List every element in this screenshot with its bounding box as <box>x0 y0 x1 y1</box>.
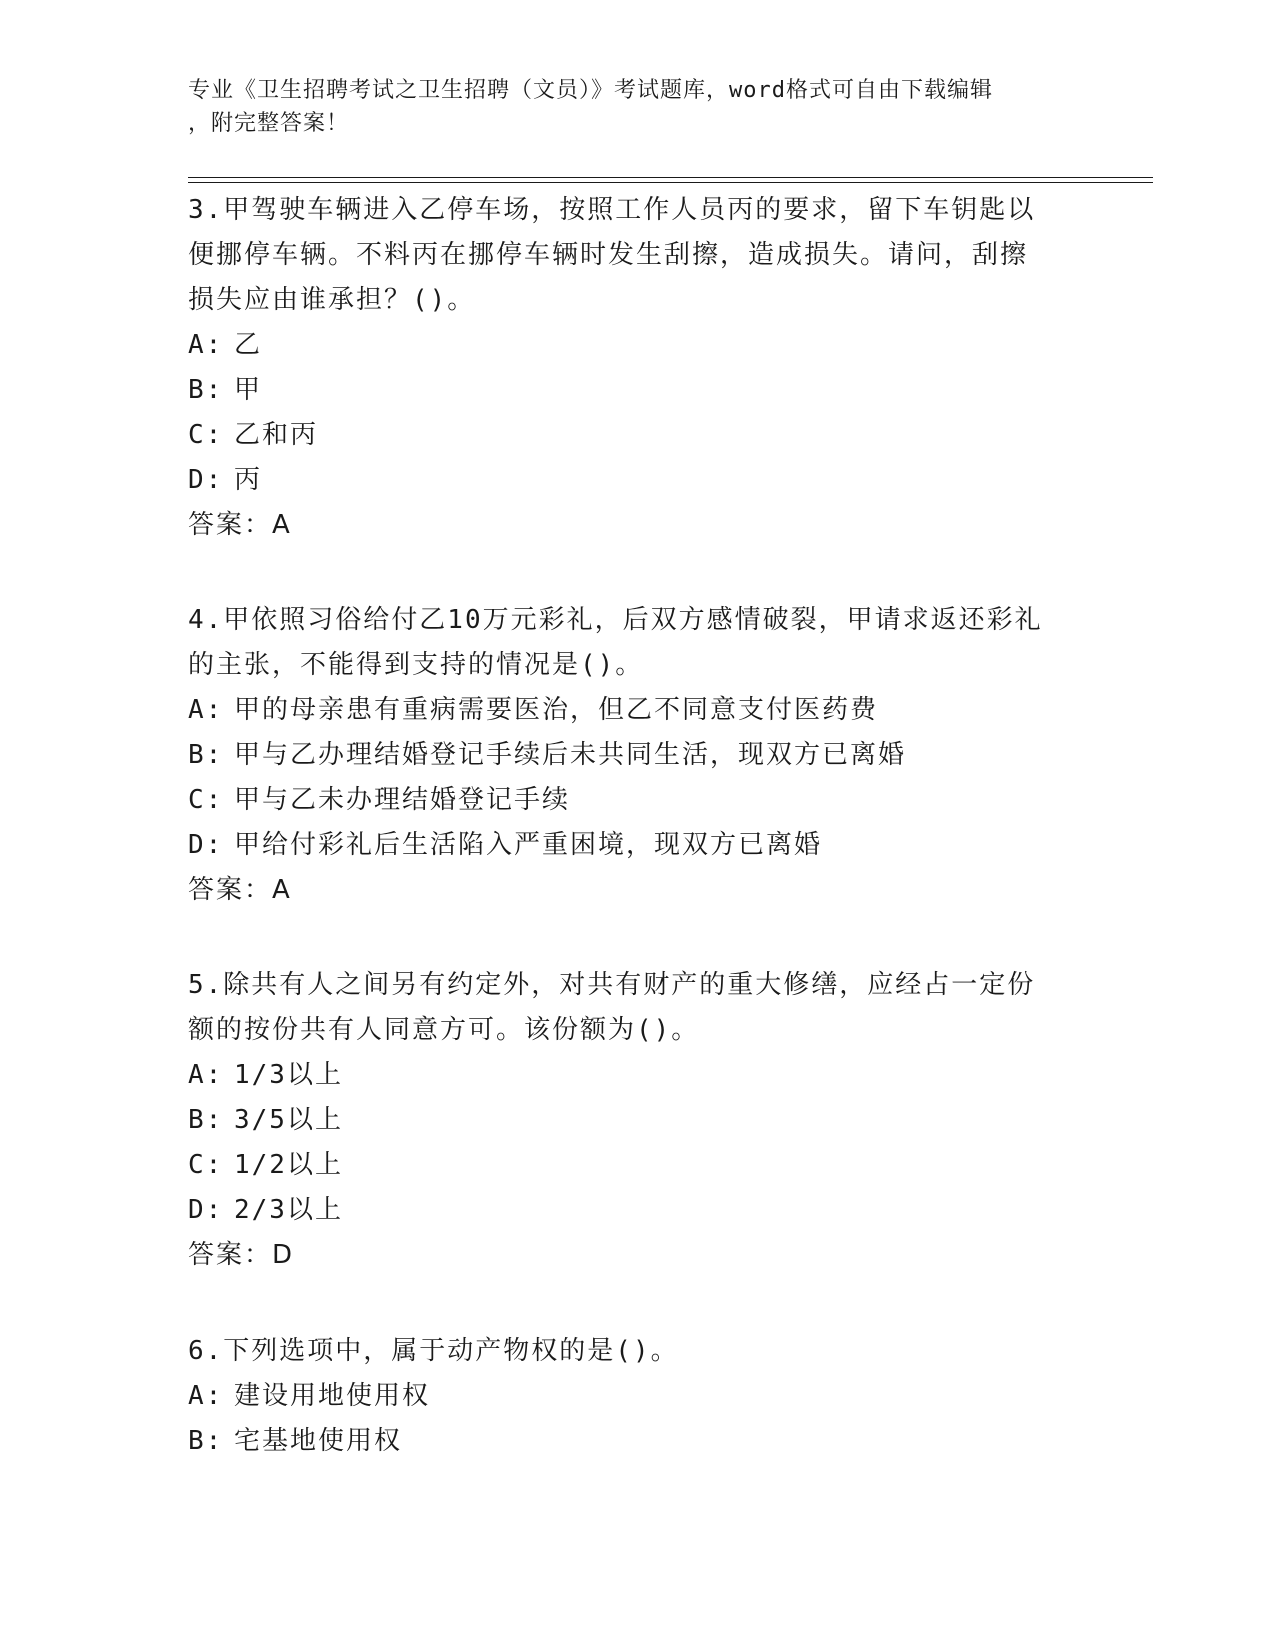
question-stem-line: 便挪停车辆。不料丙在挪停车辆时发生刮擦，造成损失。请问，刮擦 <box>188 240 1029 270</box>
option-letter: D: <box>188 1195 224 1225</box>
option-letter: A: <box>188 1381 224 1411</box>
option-letter: C: <box>188 785 224 815</box>
question-5 <box>188 963 1078 1278</box>
option-text: 甲与乙未办理结婚登记手续 <box>234 785 571 815</box>
option-letter: D: <box>188 830 224 860</box>
option-letter: D: <box>188 465 224 495</box>
option-letter: A: <box>188 695 224 725</box>
option-b <box>188 368 1078 413</box>
option-letter: B: <box>188 375 224 405</box>
option-a <box>188 1374 1078 1419</box>
option-c <box>188 413 1078 458</box>
option-text: 乙和丙 <box>234 420 319 450</box>
option-text: 甲给付彩礼后生活陷入严重困境，现双方已离婚 <box>234 830 823 860</box>
option-text: 1/3以上 <box>234 1060 343 1090</box>
header-line-1: 专业《卫生招聘考试之卫生招聘（文员）》考试题库，word格式可自由下载编辑 <box>188 78 993 103</box>
option-letter: B: <box>188 1426 224 1456</box>
header-divider-top <box>188 177 1153 178</box>
option-a <box>188 323 1078 368</box>
question-6 <box>188 1329 1078 1464</box>
question-stem-line: 的主张，不能得到支持的情况是()。 <box>188 650 644 680</box>
option-a <box>188 1053 1078 1098</box>
answer-label: 答案：A <box>188 510 292 540</box>
option-letter: A: <box>188 1060 224 1090</box>
question-stem-line: 额的按份共有人同意方可。该份额为()。 <box>188 1015 700 1045</box>
document-header <box>188 74 1068 140</box>
option-letter: B: <box>188 1105 224 1135</box>
option-a <box>188 688 1078 733</box>
option-letter: C: <box>188 420 224 450</box>
header-line-2: ，附完整答案！ <box>188 111 350 136</box>
option-b <box>188 1419 1078 1464</box>
option-b <box>188 733 1078 778</box>
question-stem-line: 5.除共有人之间另有约定外，对共有财产的重大修缮，应经占一定份 <box>188 970 1036 1000</box>
option-c <box>188 1143 1078 1188</box>
question-4 <box>188 598 1078 913</box>
option-text: 1/2以上 <box>234 1150 343 1180</box>
option-text: 3/5以上 <box>234 1105 343 1135</box>
question-stem-line: 6.下列选项中，属于动产物权的是()。 <box>188 1336 679 1366</box>
option-letter: C: <box>188 1150 224 1180</box>
option-letter: B: <box>188 740 224 770</box>
option-d <box>188 458 1078 503</box>
option-c <box>188 778 1078 823</box>
option-text: 乙 <box>234 330 263 360</box>
question-stem-line: 3.甲驾驶车辆进入乙停车场，按照工作人员丙的要求，留下车钥匙以 <box>188 195 1036 225</box>
option-text: 甲的母亲患有重病需要医治，但乙不同意支付医药费 <box>234 695 879 725</box>
option-letter: A: <box>188 330 224 360</box>
question-stem-line: 4.甲依照习俗给付乙10万元彩礼，后双方感情破裂，甲请求返还彩礼 <box>188 605 1043 635</box>
option-text: 丙 <box>234 465 263 495</box>
header-divider-bottom <box>188 182 1153 183</box>
option-text: 2/3以上 <box>234 1195 343 1225</box>
question-stem-line: 损失应由谁承担？()。 <box>188 285 476 315</box>
option-text: 甲与乙办理结婚登记手续后未共同生活，现双方已离婚 <box>234 740 907 770</box>
question-3 <box>188 188 1078 548</box>
answer-label: 答案：A <box>188 875 292 905</box>
option-text: 建设用地使用权 <box>234 1381 431 1411</box>
option-text: 甲 <box>234 375 263 405</box>
option-d <box>188 823 1078 868</box>
answer-label: 答案：D <box>188 1240 295 1270</box>
option-d <box>188 1188 1078 1233</box>
option-b <box>188 1098 1078 1143</box>
option-text: 宅基地使用权 <box>234 1426 403 1456</box>
